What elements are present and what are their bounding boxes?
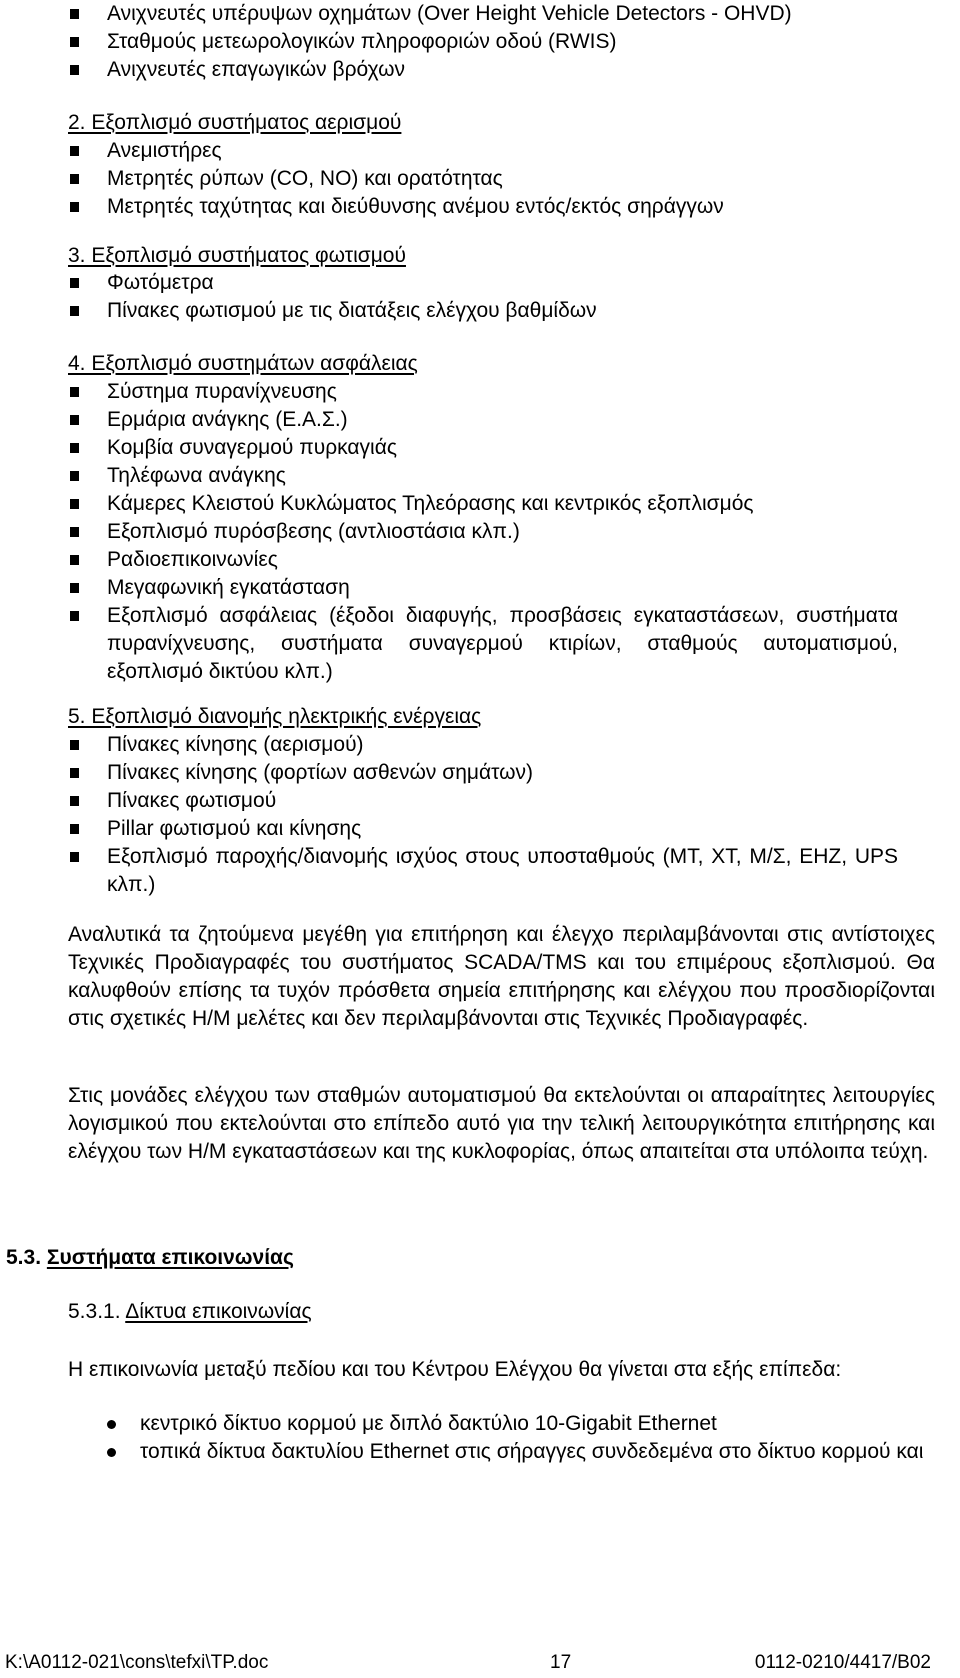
lighting-list <box>0 269 960 325</box>
square-bullet-icon <box>70 527 79 537</box>
section-4-heading: 4. Εξοπλισμό συστημάτων ασφάλειας <box>68 352 418 375</box>
list-item: Πίνακες φωτισμού <box>0 787 960 815</box>
paragraph-control-units: Στις μονάδες ελέγχου των σταθμών αυτοματισμού θα εκτελούνται οι απαραίτητες λειτουργίες λογισμικού που εκτελούνται στο επίπεδο αυτό για την τελική λειτουργικότητα επιτήρησης και ελέγχου των Η/Μ εγκαταστάσεων και της κυκλοφορίας, όπως απαιτείται στα υπόλοιπα τεύχη. <box>68 1084 935 1163</box>
ventilation-list <box>0 137 960 221</box>
square-bullet-icon <box>70 202 79 212</box>
list-item: Πίνακες κίνησης (αερισμού) <box>0 731 960 759</box>
list-item: Pillar φωτισμού και κίνησης <box>0 815 960 843</box>
square-bullet-icon <box>70 611 79 621</box>
section-5-3-heading: 5.3. Συστήματα επικοινωνίας <box>6 1246 294 1269</box>
list-item: Πίνακες κίνησης (φορτίων ασθενών σημάτων) <box>0 759 960 787</box>
page-number: 17 <box>550 1652 572 1673</box>
safety-list <box>0 378 960 686</box>
square-bullet-icon <box>70 499 79 509</box>
network-levels-list <box>0 1410 960 1466</box>
list-item: Εξοπλισμό ασφάλειας (έξοδοι διαφυγής, προσβάσεις εγκαταστάσεων, συστήματα πυρανίχνευσης, συστήματα συναγερμού κτιρίων, σταθμούς αυτοματισμού, εξοπλισμό δικτύου κλπ.) <box>0 602 960 686</box>
square-bullet-icon <box>70 65 79 75</box>
section-5-heading: 5. Εξοπλισμό διανομής ηλεκτρικής ενέργειας <box>68 705 482 728</box>
list-item: Ανιχνευτές υπέρυψων οχημάτων (Over Height Vehicle Detectors - OHVD) <box>0 0 960 28</box>
list-item: Ανεμιστήρες <box>0 137 960 165</box>
detector-list <box>0 0 960 84</box>
list-item: Μεγαφωνική εγκατάσταση <box>0 574 960 602</box>
square-bullet-icon <box>70 306 79 316</box>
square-bullet-icon <box>70 796 79 806</box>
section-2-heading: 2. Εξοπλισμό συστήματος αερισμού <box>68 111 402 134</box>
square-bullet-icon <box>70 583 79 593</box>
paragraph-requirements: Αναλυτικά τα ζητούμενα μεγέθη για επιτήρηση και έλεγχο περιλαμβάνονται στις αντίστοιχες Τεχνικές Προδιαγραφές του συστήματος SCADA/TMS και του επιμέρους εξοπλισμού. Θα καλυφθούν επίσης τα τυχόν πρόσθετα σημεία επιτήρησης και ελέγχου που προσδιορίζονται στις σχετικές Η/Μ μελέτες και δεν περιλαμβάνονται στις Τεχνικές Προδιαγραφές. <box>68 923 935 1030</box>
subsection-5-3-1-heading: 5.3.1. Δίκτυα επικοινωνίας <box>68 1300 312 1323</box>
list-item: Κομβία συναγερμού πυρκαγιάς <box>0 434 960 462</box>
square-bullet-icon <box>70 443 79 453</box>
page-footer <box>0 1649 960 1677</box>
list-item: Κάμερες Κλειστού Κυκλώματος Τηλεόρασης και κεντρικός εξοπλισμός <box>0 490 960 518</box>
list-item: Τηλέφωνα ανάγκης <box>0 462 960 490</box>
document-code: 0112-0210/4417/B02 <box>754 1652 931 1673</box>
square-bullet-icon <box>70 9 79 19</box>
square-bullet-icon <box>70 768 79 778</box>
square-bullet-icon <box>70 387 79 397</box>
list-item: Πίνακες φωτισμού με τις διατάξεις ελέγχου βαθμίδων <box>0 297 960 325</box>
square-bullet-icon <box>70 852 79 862</box>
square-bullet-icon <box>70 471 79 481</box>
list-item: Ερμάρια ανάγκης (Ε.Α.Σ.) <box>0 406 960 434</box>
list-item: Εξοπλισμό παροχής/διανομής ισχύος στους υποσταθμούς (ΜΤ, ΧΤ, Μ/Σ, ΕΗΖ, UPS κλπ.) <box>0 843 960 899</box>
list-item: Μετρητές ρύπων (CO, NO) και ορατότητας <box>0 165 960 193</box>
round-bullet-icon <box>107 1420 116 1429</box>
paragraph-communication: Η επικοινωνία μεταξύ πεδίου και του Κέντρου Ελέγχου θα γίνεται στα εξής επίπεδα: <box>68 1358 842 1381</box>
section-3-heading: 3. Εξοπλισμό συστήματος φωτισμού <box>68 244 406 267</box>
square-bullet-icon <box>70 740 79 750</box>
list-item: Εξοπλισμό πυρόσβεσης (αντλιοστάσια κλπ.) <box>0 518 960 546</box>
square-bullet-icon <box>70 278 79 288</box>
square-bullet-icon <box>70 415 79 425</box>
square-bullet-icon <box>70 824 79 834</box>
power-distribution-list <box>0 731 960 899</box>
list-item: κεντρικό δίκτυο κορμού με διπλό δακτύλιο 10-Gigabit Ethernet <box>0 1410 960 1438</box>
square-bullet-icon <box>70 174 79 184</box>
footer-file-path: K:\A0112-021\cons\tefxi\TP.doc <box>5 1652 269 1673</box>
square-bullet-icon <box>70 555 79 565</box>
square-bullet-icon <box>70 37 79 47</box>
list-item: Σύστημα πυρανίχνευσης <box>0 378 960 406</box>
list-item: Μετρητές ταχύτητας και διεύθυνσης ανέμου εντός/εκτός σηράγγων <box>0 193 960 221</box>
list-item: Ανιχνευτές επαγωγικών βρόχων <box>0 56 960 84</box>
list-item: τοπικά δίκτυα δακτυλίου Ethernet στις σήραγγες συνδεδεμένα στο δίκτυο κορμού και <box>0 1438 960 1466</box>
round-bullet-icon <box>107 1448 116 1457</box>
square-bullet-icon <box>70 146 79 156</box>
list-item: Ραδιοεπικοινωνίες <box>0 546 960 574</box>
list-item: Σταθμούς μετεωρολογικών πληροφοριών οδού (RWIS) <box>0 28 960 56</box>
list-item: Φωτόμετρα <box>0 269 960 297</box>
